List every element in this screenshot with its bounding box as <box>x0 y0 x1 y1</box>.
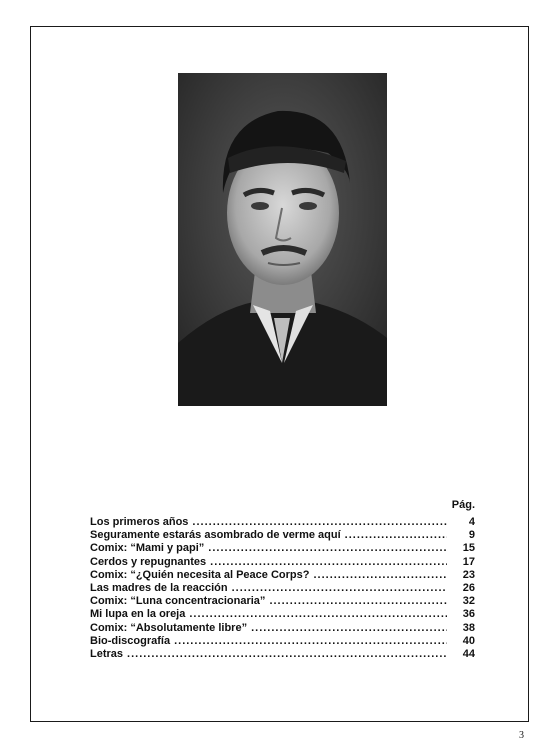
toc-entry <box>90 622 475 635</box>
toc-entry-page: 23 <box>462 568 475 581</box>
toc-entry-page: 4 <box>468 516 475 528</box>
toc-entry <box>90 556 475 569</box>
toc-entry-title: Mi lupa en la oreja <box>90 608 186 621</box>
toc-entry <box>90 529 475 542</box>
toc-entry-title: Las madres de la reacción <box>90 581 228 594</box>
toc-entry-title: Letras <box>90 647 124 660</box>
toc-leader-dots <box>127 648 447 661</box>
toc-leader-dots <box>251 622 447 635</box>
toc-entry <box>90 582 475 595</box>
toc-page-header: Pág. <box>451 499 475 511</box>
toc-entry-title: Comix: “Absolutamente libre” <box>90 621 248 634</box>
toc-leader-dots <box>345 529 447 542</box>
toc-leader-dots <box>192 516 447 529</box>
toc-entry-title: Los primeros años <box>90 516 189 528</box>
toc-entry-page: 40 <box>462 634 475 647</box>
toc-entry <box>90 635 475 648</box>
toc-entry-title: Comix: “Mami y papi” <box>90 542 205 555</box>
page-number: 3 <box>519 730 524 741</box>
toc-entry <box>90 648 475 661</box>
toc-entry-title: Seguramente estarás asombrado de verme aquí <box>90 529 341 542</box>
toc-leader-dots <box>210 556 447 569</box>
toc-entry-page: 26 <box>462 581 475 594</box>
toc-entry-page: 44 <box>462 647 475 660</box>
toc-entry-page: 36 <box>462 608 475 621</box>
toc-leader-dots <box>313 569 447 582</box>
toc-leader-dots <box>269 595 447 608</box>
toc-entry <box>90 569 475 582</box>
toc-leader-dots <box>174 635 447 648</box>
toc-entry <box>90 595 475 608</box>
toc-leader-dots <box>232 582 447 595</box>
toc-entry-title: Cerdos y repugnantes <box>90 555 207 568</box>
toc-leader-dots <box>208 542 447 555</box>
toc-entry <box>90 516 475 529</box>
toc-entry-page: 32 <box>462 595 475 608</box>
portrait-photo <box>178 73 387 406</box>
toc-entry-page: 38 <box>462 621 475 634</box>
table-of-contents <box>90 516 475 661</box>
toc-entry-title: Comix: “¿Quién necesita al Peace Corps? <box>90 568 310 581</box>
toc-entry-page: 15 <box>462 542 475 555</box>
toc-entry <box>90 608 475 621</box>
toc-entry-page: 17 <box>462 555 475 568</box>
toc-entry-page: 9 <box>468 529 475 542</box>
toc-entry-title: Bio-discografía <box>90 634 171 647</box>
toc-leader-dots <box>189 608 447 621</box>
toc-entry <box>90 542 475 555</box>
toc-entry-title: Comix: “Luna concentracionaria” <box>90 595 266 608</box>
